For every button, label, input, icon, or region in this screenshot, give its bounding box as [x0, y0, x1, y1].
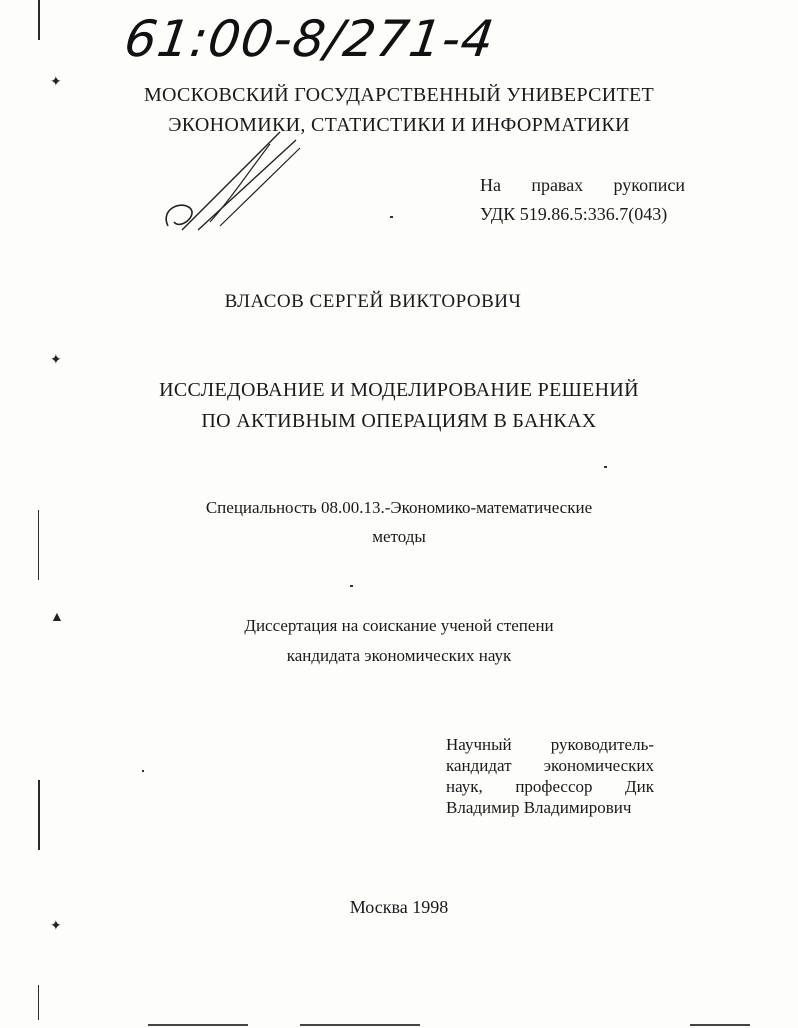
rights-word-2: правах — [531, 175, 584, 195]
advisor-word: наук, — [446, 777, 483, 796]
advisor-word: руководитель- — [550, 735, 654, 754]
handwritten-signature — [160, 130, 310, 240]
author-name: ВЛАСОВ СЕРГЕЙ ВИКТОРОВИЧ — [224, 291, 522, 312]
scan-edge-line — [148, 1024, 248, 1026]
university-line-1: МОСКОВСКИЙ ГОСУДАРСТВЕННЫЙ УНИВЕРСИТЕТ — [143, 84, 655, 106]
manuscript-rights — [480, 175, 685, 196]
scientific-advisor — [446, 734, 654, 818]
udc-code: УДК 519.86.5:336.7(043) — [480, 204, 668, 224]
title-line-1: ИССЛЕДОВАНИЕ И МОДЕЛИРОВАНИЕ РЕШЕНИЙ — [159, 379, 639, 401]
scan-edge-line — [690, 1024, 750, 1026]
scan-speck — [350, 585, 353, 587]
scan-margin-line — [38, 0, 40, 40]
archive-number: 61:00-8/271-4 — [120, 10, 499, 68]
advisor-word: Научный — [446, 735, 512, 754]
hole-punch-mark-icon: ✦ — [50, 919, 62, 934]
scan-margin-line — [38, 985, 39, 1020]
scan-speck — [604, 466, 607, 468]
advisor-name: Владимир Владимирович — [446, 798, 632, 817]
advisor-word: профессор — [515, 777, 593, 796]
scan-edge-line — [300, 1024, 420, 1026]
advisor-line-1 — [446, 734, 654, 755]
advisor-word: кандидат — [446, 756, 512, 775]
title-line-2: ПО АКТИВНЫМ ОПЕРАЦИЯМ В БАНКАХ — [201, 410, 597, 432]
city-year: Москва 1998 — [349, 897, 449, 917]
dissertation-line-2: кандидата экономических наук — [286, 646, 512, 665]
hole-punch-mark-icon: ▲ — [50, 610, 64, 625]
advisor-line-3 — [446, 776, 654, 797]
rights-word-3: рукописи — [613, 175, 685, 195]
rights-word-1: На — [480, 175, 501, 195]
hole-punch-mark-icon: ✦ — [50, 353, 62, 368]
scan-speck — [142, 770, 144, 772]
hole-punch-mark-icon: ✦ — [50, 75, 62, 90]
advisor-line-2 — [446, 755, 654, 776]
specialty-line-1: Специальность 08.00.13.-Экономико-математические — [205, 498, 593, 517]
advisor-word: экономических — [543, 756, 654, 775]
dissertation-line-1: Диссертация на соискание ученой степени — [244, 616, 554, 635]
advisor-line-4 — [446, 797, 654, 818]
specialty-line-2: методы — [372, 527, 426, 546]
university-line-2: ЭКОНОМИКИ, СТАТИСТИКИ И ИНФОРМАТИКИ — [168, 114, 630, 136]
scan-margin-line — [38, 780, 40, 850]
advisor-word: Дик — [625, 777, 654, 796]
scan-speck — [390, 216, 393, 218]
